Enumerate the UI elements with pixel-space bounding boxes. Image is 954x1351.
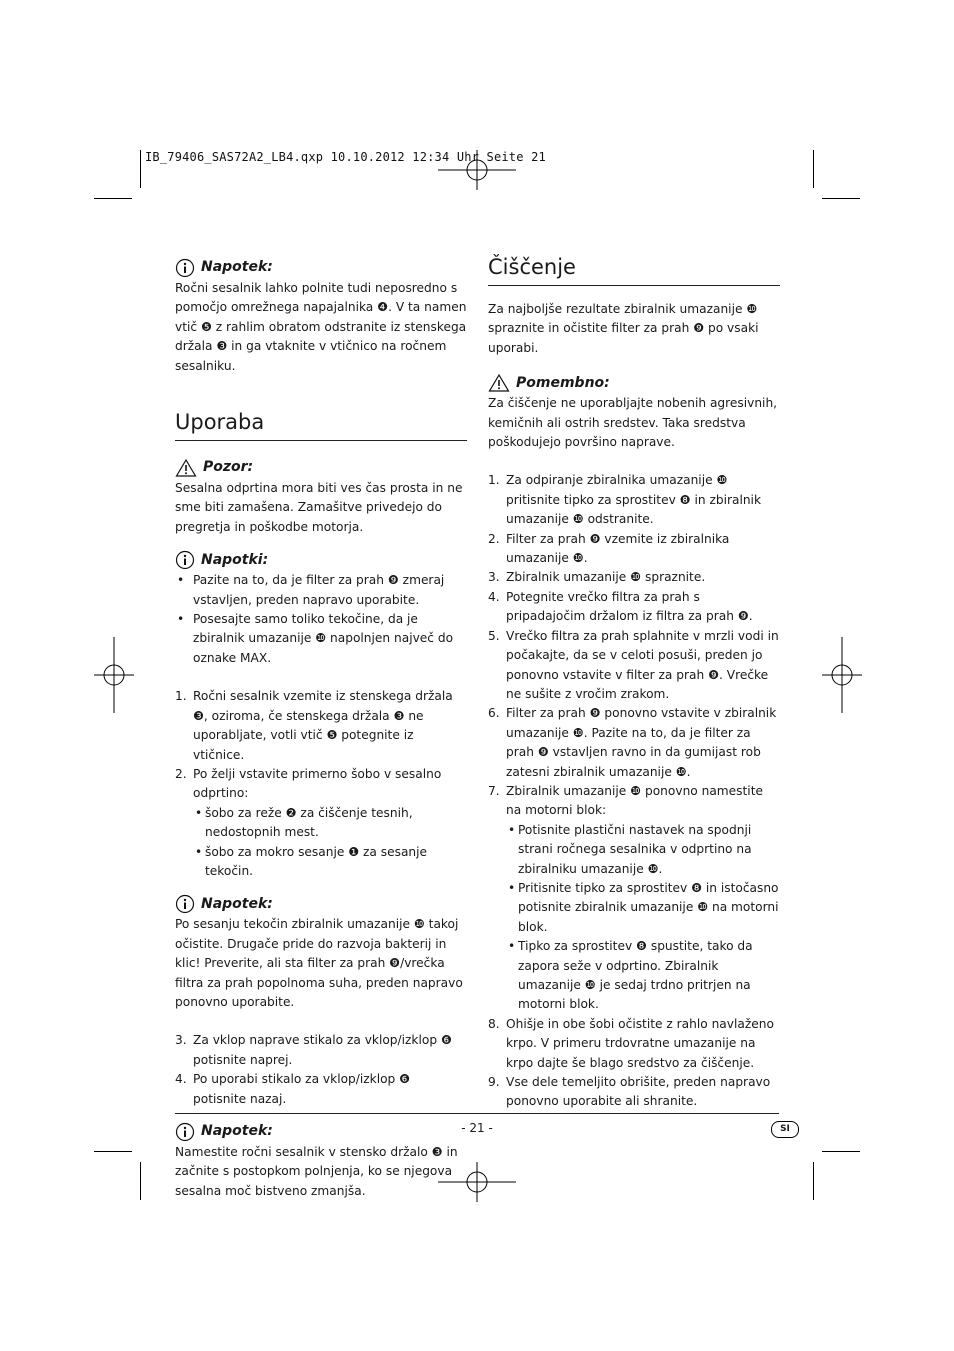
step-item (488, 1073, 780, 1112)
info-icon (175, 894, 195, 914)
step-item (488, 782, 780, 1015)
note-title: Napotek: (201, 895, 273, 912)
step-item (488, 1015, 780, 1073)
crop-mark (94, 198, 132, 199)
usage-steps (175, 687, 467, 881)
cleaning-steps (488, 471, 780, 1111)
step-text: Ročni sesalnik vzemite iz stenskega držala ❸, oziroma, če stenskega držala ❸ ne uporabljate, votli vtič ❺ potegnite iz vtičnice. (193, 689, 453, 762)
step-number: 8. (488, 1016, 500, 1031)
registration-mark-right (822, 637, 862, 713)
crop-mark (140, 150, 141, 188)
note-title: Napotek: (201, 259, 273, 276)
note-heading (175, 257, 467, 279)
notes-list (175, 571, 467, 668)
left-column (175, 257, 467, 1201)
step-item (488, 530, 780, 569)
sub-item: • Tipko za sprostitev ❽ spustite, tako da zapora seže v odprtino. Zbiralnik umazanije ❿ je sedaj trdno pritrjen na motorni blok. (506, 937, 780, 1015)
sub-item: • Pritisnite tipko za sprostitev ❽ in istočasno potisnite zbiralnik umazanije ❿ na motorni blok. (506, 879, 780, 937)
step-item (175, 1070, 467, 1109)
warning-icon (175, 458, 197, 478)
step-item (488, 471, 780, 529)
step-text: Potegnite vrečko filtra za prah s pripadajočim držalom iz filtra za prah ❾. (506, 589, 753, 624)
crop-mark (140, 1162, 141, 1200)
caution-title: Pozor: (203, 459, 254, 476)
note-title: Napotek: (201, 1123, 273, 1140)
info-icon (175, 258, 195, 278)
sub-item: • Potisnite plastični nastavek na spodnji strani ročnega sesalnika v odprtino na zbiralniku umazanije ❿. (506, 821, 780, 879)
step-number: 4. (175, 1072, 187, 1087)
step-text: Ohišje in obe šobi očistite z rahlo navlaženo krpo. V primeru trdovratne umazanije na krpo dajte še blago sredstvo za čiščenje. (506, 1016, 774, 1070)
sub-item: • šobo za mokro sesanje ❶ za sesanje tekočin. (193, 843, 467, 882)
warning-icon (488, 373, 510, 393)
step-item (488, 627, 780, 705)
step-number: 3. (175, 1033, 187, 1048)
note-heading (175, 1121, 467, 1143)
step-number: 9. (488, 1075, 500, 1090)
step-item (175, 765, 467, 881)
step-text: Vse dele temeljito obrišite, preden napravo ponovno uporabite ali shranite. (506, 1075, 771, 1109)
sub-list (193, 804, 467, 882)
important-heading (488, 372, 780, 394)
step-text: Po želji vstavite primerno šobo v sesalno odprtino: (193, 766, 442, 801)
list-item: • Pazite na to, da je filter za prah ❾ zmeraj vstavljen, preden napravo uporabite. (175, 571, 467, 610)
list-item: • Posesajte samo toliko tekočine, da je zbiralnik umazanije ❿ napolnjen največ do oznake MAX. (175, 610, 467, 668)
right-column (488, 253, 780, 1112)
step-number: 2. (175, 766, 187, 781)
caution-heading (175, 457, 467, 479)
section-heading-uporaba: Uporaba (175, 408, 467, 441)
step-item (488, 588, 780, 627)
file-slug: IB_79406_SAS72A2_LB4.qxp 10.10.2012 12:34 Uhr Seite 21 (145, 150, 546, 164)
sub-list (506, 821, 780, 1015)
page-number: - 21 - (461, 1121, 493, 1135)
note-text: Ročni sesalnik lahko polnite tudi neposredno s pomočjo omrežnega napajalnika ❹. V ta namen vtič ❺ z rahlim obratom odstranite iz stenskega držala ❸ in ga vtaknite v vtičnico na ročnem sesalniku. (175, 281, 467, 373)
switch-steps (175, 1031, 467, 1109)
note-block (175, 1121, 467, 1201)
step-text: Za odpiranje zbiralnika umazanije ❿ pritisnite tipko za sprostitev ❽ in zbiralnik umazanije ❿ odstranite. (506, 473, 762, 527)
notes-block (175, 549, 467, 668)
caution-text: Sesalna odprtina mora biti ves čas prosta in ne sme biti zamašena. Zamašitve privedejo do pregretja in poškodbe motorja. (175, 481, 463, 534)
step-text: Zbiralnik umazanije ❿ spraznite. (506, 570, 706, 585)
info-icon (175, 550, 195, 570)
step-text: Za vklop naprave stikalo za vklop/izklop ❻ potisnite naprej. (193, 1033, 452, 1067)
note-block (175, 257, 467, 376)
step-number: 1. (488, 473, 500, 488)
step-number: 6. (488, 706, 500, 721)
step-number: 4. (488, 589, 500, 604)
important-block (488, 372, 780, 452)
step-item (175, 687, 467, 765)
registration-mark-left (94, 637, 134, 713)
crop-mark (813, 1162, 814, 1200)
registration-mark-top (438, 150, 516, 190)
note-heading (175, 893, 467, 915)
info-icon (175, 1122, 195, 1142)
important-text: Za čiščenje ne uporabljajte nobenih agresivnih, kemičnih ali ostrih sredstev. Taka sredstva poškodujejo površino naprave. (488, 396, 778, 450)
crop-mark (94, 1151, 132, 1152)
step-number: 7. (488, 783, 500, 798)
crop-mark (813, 150, 814, 188)
step-text: Filter za prah ❾ ponovno vstavite v zbiralnik umazanije ❿. Pazite na to, da je filter za prah ❾ vstavljen ravno in da gumijast rob zatesni zbiralnik umazanije ❿. (506, 706, 777, 779)
step-text: Filter za prah ❾ vzemite iz zbiralnika umazanije ❿. (506, 531, 730, 566)
intro-text: Za najboljše rezultate zbiralnik umazanije ❿ spraznite in očistite filter za prah ❾ po vsaki uporabi. (488, 302, 759, 355)
note-block (175, 893, 467, 1012)
note-text: Po sesanju tekočin zbiralnik umazanije ❿ takoj očistite. Drugače pride do razvoja bakterij in klic! Preverite, ali sta filter za prah ❾/vrečka filtra za prah popolnoma suha, preden napravo ponovno uporabite. (175, 917, 463, 1009)
step-number: 3. (488, 570, 500, 585)
language-badge: SI (771, 1121, 799, 1138)
footer-rule (175, 1113, 779, 1114)
notes-title: Napotki: (201, 551, 269, 568)
step-text: Zbiralnik umazanije ❿ ponovno namestite na motorni blok: (506, 783, 763, 818)
step-item (488, 704, 780, 782)
step-number: 5. (488, 628, 500, 643)
step-number: 1. (175, 689, 187, 704)
crop-mark (822, 1151, 860, 1152)
step-item (175, 1031, 467, 1070)
step-text: Vrečko filtra za prah splahnite v mrzli vodi in počakajte, da se v celoti posuši, preden jo ponovno vstavite v filter za prah ❾. Vrečke ne sušite z vročim zrakom. (506, 628, 779, 701)
section-heading-ciscenje: Čiščenje (488, 253, 780, 286)
step-item (488, 568, 780, 587)
step-text: Po uporabi stikalo za vklop/izklop ❻ potisnite nazaj. (193, 1072, 411, 1106)
sub-item: • šobo za reže ❷ za čiščenje tesnih, nedostopnih mest. (193, 804, 467, 843)
step-number: 2. (488, 531, 500, 546)
note-text: Namestite ročni sesalnik v stensko držalo ❸ in začnite s postopkom polnjenja, ko se njegova sesalna moč bistveno zmanjša. (175, 1145, 458, 1198)
caution-block (175, 457, 467, 537)
important-title: Pomembno: (516, 374, 610, 391)
notes-heading (175, 549, 467, 571)
crop-mark (822, 198, 860, 199)
